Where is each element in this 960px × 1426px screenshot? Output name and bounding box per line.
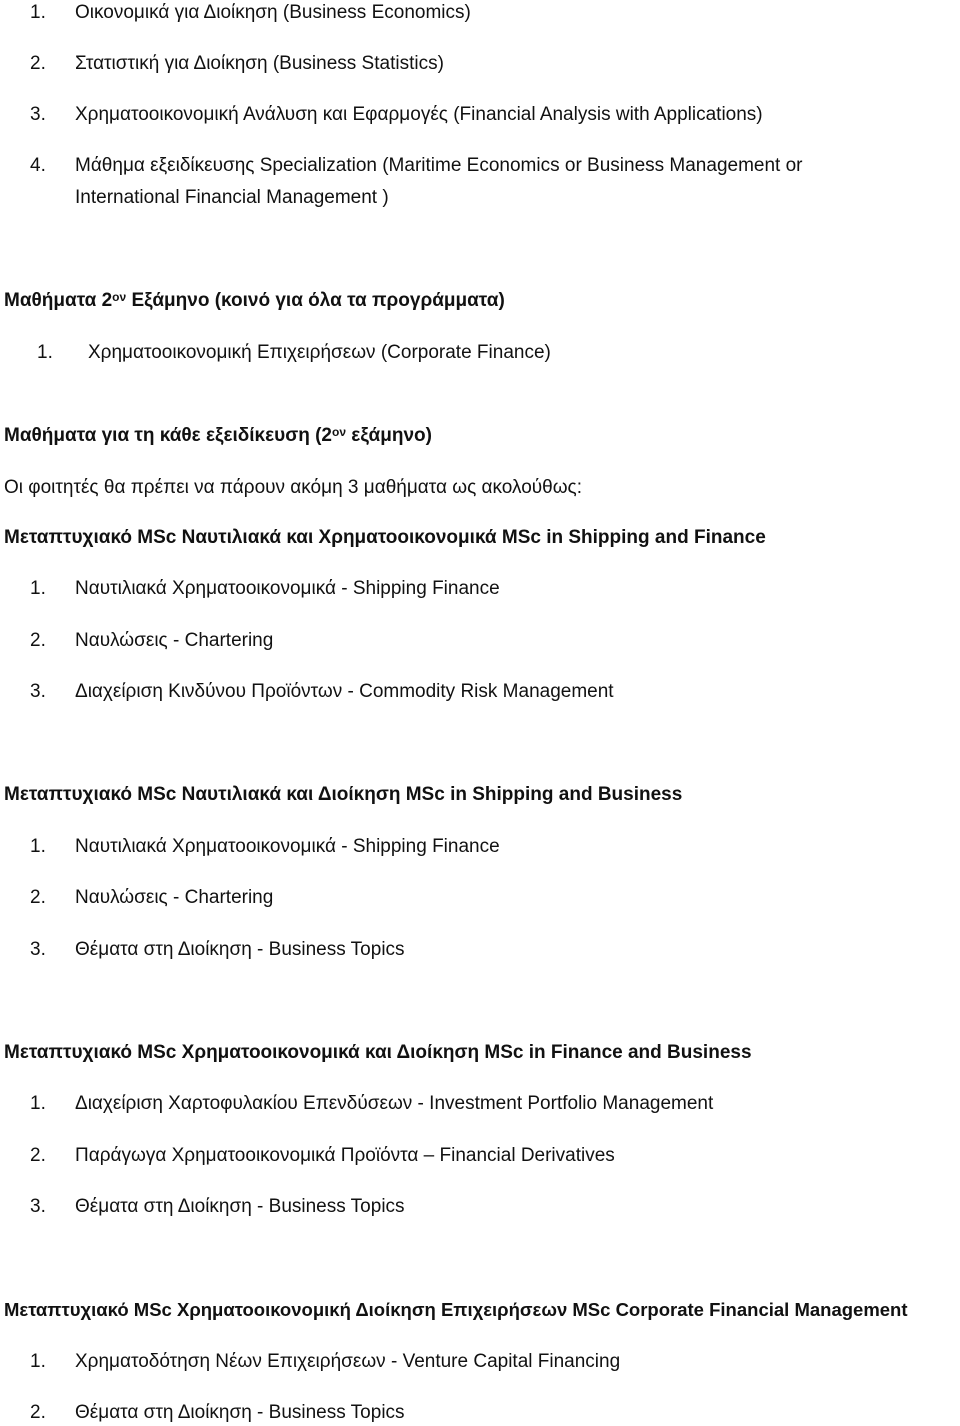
heading-text: εξάμηνο) bbox=[346, 425, 432, 446]
program-heading: Μεταπτυχιακό MSc Χρηματοοικονομική Διοίκηση Επιχειρήσεων MSc Corporate Financial Management bbox=[4, 1299, 908, 1320]
item-number: 1. bbox=[37, 342, 53, 363]
item-number: 4. bbox=[30, 155, 46, 176]
program-heading: Μεταπτυχιακό MSc Χρηματοοικονομικά και Διοίκηση MSc in Finance and Business bbox=[4, 1042, 752, 1063]
item-text: Θέματα στη Διοίκηση - Business Topics bbox=[75, 1196, 405, 1217]
item-text: Θέματα στη Διοίκηση - Business Topics bbox=[75, 1402, 405, 1423]
item-number: 1. bbox=[30, 2, 46, 23]
item-text: Χρηματοοικονομική Επιχειρήσεων (Corporate Finance) bbox=[88, 342, 551, 363]
item-number: 2. bbox=[30, 1145, 46, 1166]
heading-text: Εξάμηνο (κοινό για όλα τα προγράμματα) bbox=[126, 290, 505, 311]
item-text: Διαχείριση Κινδύνου Προϊόντων - Commodity Risk Management bbox=[75, 681, 614, 702]
item-text: Θέματα στη Διοίκηση - Business Topics bbox=[75, 939, 405, 960]
superscript: ον bbox=[112, 290, 127, 304]
item-number: 2. bbox=[30, 887, 46, 908]
item-text: Διαχείριση Χαρτοφυλακίου Επενδύσεων - Investment Portfolio Management bbox=[75, 1093, 714, 1114]
program-heading: Μεταπτυχιακό MSc Ναυτιλιακά και Διοίκηση MSc in Shipping and Business bbox=[4, 784, 683, 805]
item-number: 1. bbox=[30, 578, 46, 599]
item-number: 2. bbox=[30, 53, 46, 74]
item-number: 1. bbox=[30, 836, 46, 857]
item-text: Χρηματοδότηση Νέων Επιχειρήσεων - Venture Capital Financing bbox=[75, 1351, 621, 1372]
heading-text: Μαθήματα για τη κάθε εξειδίκευση (2 bbox=[4, 425, 333, 446]
item-text: Ναυτιλιακά Χρηματοοικονομικά - Shipping Finance bbox=[75, 578, 500, 599]
item-number: 3. bbox=[30, 1196, 46, 1217]
item-number: 2. bbox=[30, 1402, 46, 1423]
item-text: Ναυλώσεις - Chartering bbox=[75, 630, 274, 651]
item-number: 3. bbox=[30, 939, 46, 960]
item-number: 1. bbox=[30, 1093, 46, 1114]
item-number: 3. bbox=[30, 104, 46, 125]
item-text: Στατιστική για Διοίκηση (Business Statistics) bbox=[75, 53, 444, 74]
item-text: Ναυλώσεις - Chartering bbox=[75, 887, 274, 908]
item-text: International Financial Management ) bbox=[75, 187, 389, 208]
heading-text: Μαθήματα 2 bbox=[4, 290, 113, 311]
item-text: Μάθημα εξειδίκευσης Specialization (Maritime Economics or Business Management or bbox=[75, 155, 803, 176]
intro-text: Οι φοιτητές θα πρέπει να πάρουν ακόμη 3 μαθήματα ως ακολούθως: bbox=[4, 477, 582, 498]
superscript: ον bbox=[332, 425, 347, 439]
item-text: Οικονομικά για Διοίκηση (Business Economics) bbox=[75, 2, 471, 23]
section-heading bbox=[4, 289, 505, 313]
section-heading bbox=[4, 424, 432, 448]
item-number: 1. bbox=[30, 1351, 46, 1372]
item-number: 2. bbox=[30, 630, 46, 651]
item-number: 3. bbox=[30, 681, 46, 702]
item-text: Ναυτιλιακά Χρηματοοικονομικά - Shipping Finance bbox=[75, 836, 500, 857]
program-heading: Μεταπτυχιακό MSc Ναυτιλιακά και Χρηματοοικονομικά MSc in Shipping and Finance bbox=[4, 527, 766, 548]
item-text: Χρηματοοικονομική Ανάλυση και Εφαρμογές (Financial Analysis with Applications) bbox=[75, 104, 763, 125]
item-text: Παράγωγα Χρηματοοικονομικά Προϊόντα – Financial Derivatives bbox=[75, 1145, 615, 1166]
